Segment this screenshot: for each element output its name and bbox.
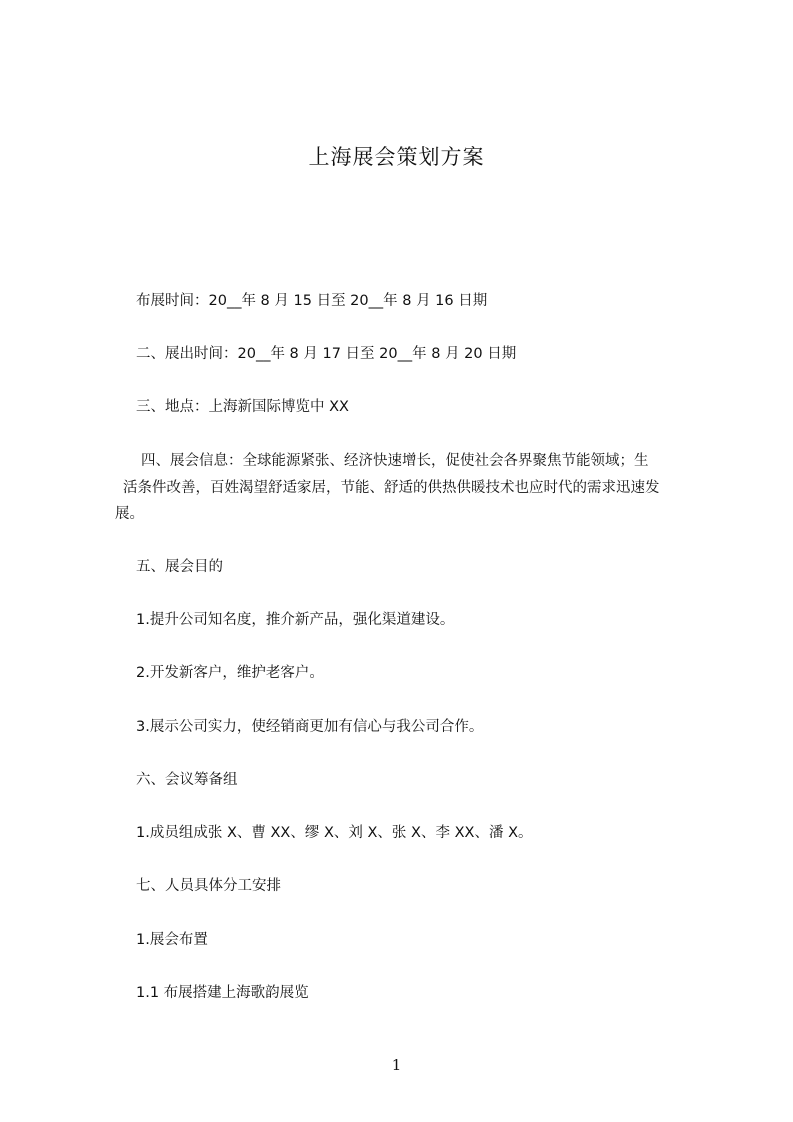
document-title: 上海展会策划方案 <box>308 145 485 169</box>
staff-item-1: 1.展会布置 <box>136 932 208 948</box>
info-line-1: 四、展会信息：全球能源紧张、经济快速增长，促使社会各界聚焦节能领域；生 <box>141 453 649 469</box>
committee-item-1: 1.成员组成张 X、曹 XX、缪 X、刘 X、张 X、李 XX、潘 X。 <box>136 825 533 841</box>
purpose-item-2: 2.开发新客户，维护老客户。 <box>136 665 324 681</box>
staff-item-1-1: 1.1 布展搭建上海歌韵展览 <box>136 985 309 1001</box>
setup-time-line: 布展时间：20__年 8 月 15 日至 20__年 8 月 16 日期 <box>136 293 488 309</box>
exhibit-time-line: 二、展出时间：20__年 8 月 17 日至 20__年 8 月 20 日期 <box>136 346 517 362</box>
info-line-2: 活条件改善，百姓渴望舒适家居，节能、舒适的供热供暖技术也应时代的需求迅速发 <box>123 480 660 496</box>
page-number: 1 <box>391 1056 402 1074</box>
purpose-item-3: 3.展示公司实力，使经销商更加有信心与我公司合作。 <box>136 719 484 735</box>
purpose-heading: 五、展会目的 <box>136 559 223 575</box>
committee-heading: 六、会议筹备组 <box>136 772 238 788</box>
info-line-3: 展。 <box>115 506 144 522</box>
staff-heading: 七、人员具体分工安排 <box>136 878 281 894</box>
location-line: 三、地点：上海新国际博览中 XX <box>136 399 349 415</box>
purpose-item-1: 1.提升公司知名度，推介新产品，强化渠道建设。 <box>136 612 455 628</box>
